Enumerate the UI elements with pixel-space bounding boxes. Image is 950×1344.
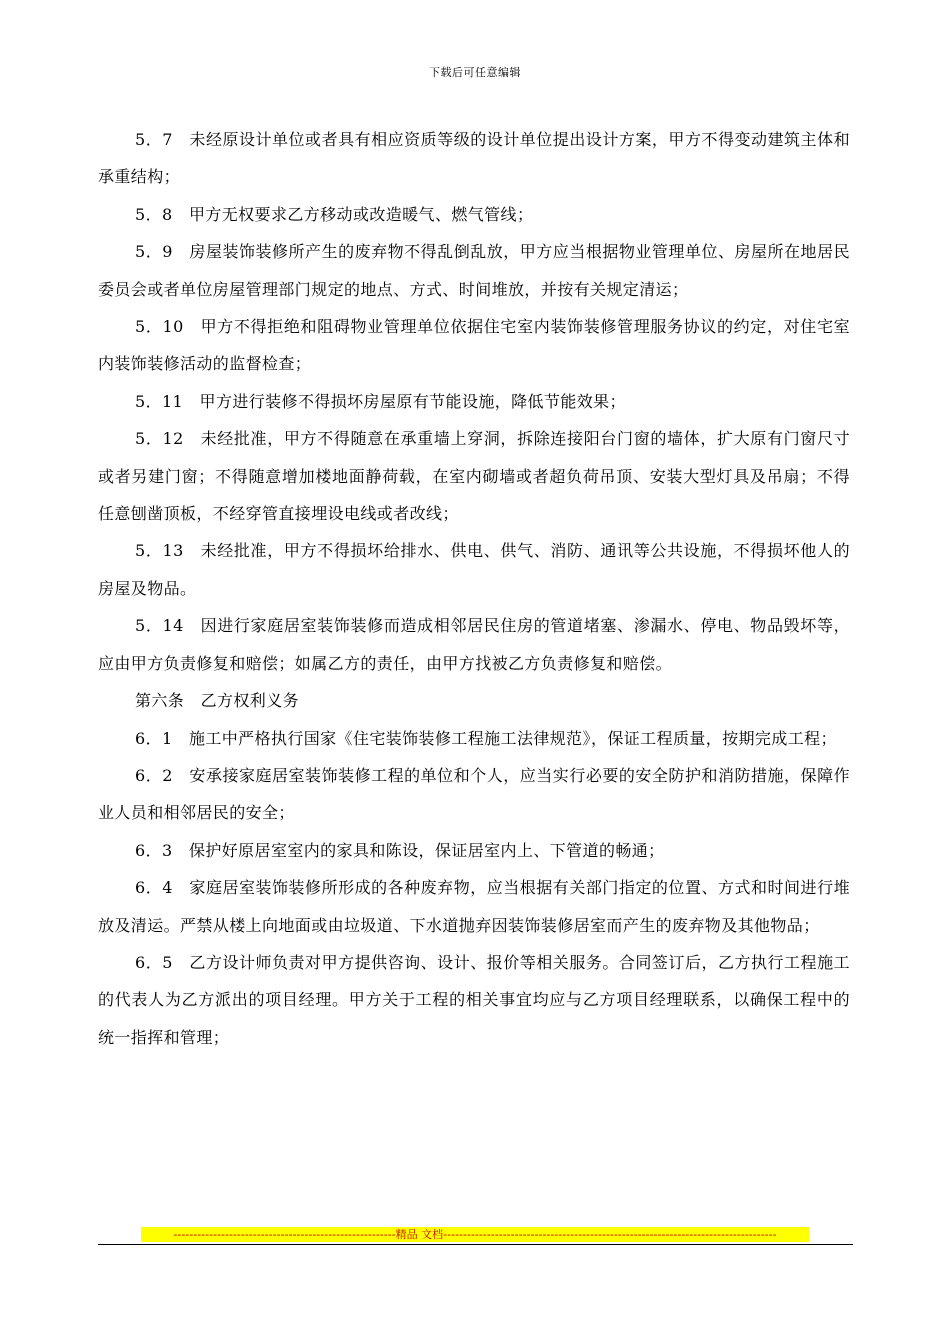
clause-5-10: 5．10 甲方不得拒绝和阻碍物业管理单位依据住宅室内装饰装修管理服务协议的约定，对住宅室内装饰装修活动的监督检查；	[98, 317, 850, 374]
clause-5-11: 5．11 甲方进行装修不得损坏房屋原有节能设施，降低节能效果；	[135, 391, 626, 411]
clause-5-12: 5．12 未经批准，甲方不得随意在承重墙上穿洞，拆除连接阳台门窗的墙体，扩大原有门窗尺寸或者另建门窗；不得随意增加楼地面静荷载，在室内砌墙或者超负荷吊顶、安装大型灯具及吊扇；不得任意刨凿顶板，不经穿管直接埋设电线或者改线；	[98, 429, 850, 524]
page-header: 下载后可任意编辑	[429, 66, 521, 79]
article-6-heading: 第六条 乙方权利义务	[135, 691, 300, 711]
clause-6-3: 6．3 保护好原居室室内的家具和陈设，保证居室内上、下管道的畅通；	[135, 840, 665, 860]
clause-5-9: 5．9 房屋装饰装修所产生的废弃物不得乱倒乱放，甲方应当根据物业管理单位、房屋所在地居民委员会或者单位房屋管理部门规定的地点、方式、时间堆放，并按有关规定清运；	[98, 242, 850, 299]
clause-5-14: 5．14 因进行家庭居室装饰装修而造成相邻居民住房的管道堵塞、渗漏水、停电、物品毁坏等，应由甲方负责修复和赔偿；如属乙方的责任，由甲方找被乙方负责修复和赔偿。	[98, 616, 850, 673]
clause-5-7: 5．7 未经原设计单位或者具有相应资质等级的设计单位提出设计方案，甲方不得变动建筑主体和承重结构；	[98, 130, 850, 187]
document-body	[98, 121, 850, 1056]
clause-6-5: 6．5 乙方设计师负责对甲方提供咨询、设计、报价等相关服务。合同签订后，乙方执行工程施工的代表人为乙方派出的项目经理。甲方关于工程的相关事宜均应与乙方项目经理联系，以确保工程中的统一指挥和管理；	[98, 952, 850, 1047]
clause-5-8: 5．8 甲方无权要求乙方移动或改造暖气、燃气管线；	[135, 204, 534, 224]
clause-5-13: 5．13 未经批准，甲方不得损坏给排水、供电、供气、消防、通讯等公共设施，不得损坏他人的房屋及物品。	[98, 541, 850, 598]
footer-divider	[98, 1244, 853, 1245]
footer-watermark-bar: --------------------------------------------------------精品 文档------------------------------------------------------------------------------------	[141, 1227, 809, 1242]
clause-6-1: 6．1 施工中严格执行国家《住宅装饰装修工程施工法律规范》，保证工程质量，按期完成工程；	[135, 728, 837, 748]
clause-6-4: 6．4 家庭居室装饰装修所形成的各种废弃物，应当根据有关部门指定的位置、方式和时间进行堆放及清运。严禁从楼上向地面或由垃圾道、下水道抛弃因装饰装修居室而产生的废弃物及其他物品；	[98, 878, 850, 935]
clause-6-2: 6．2 安承接家庭居室装饰装修工程的单位和个人，应当实行必要的安全防护和消防措施，保障作业人员和相邻居民的安全；	[98, 765, 850, 823]
